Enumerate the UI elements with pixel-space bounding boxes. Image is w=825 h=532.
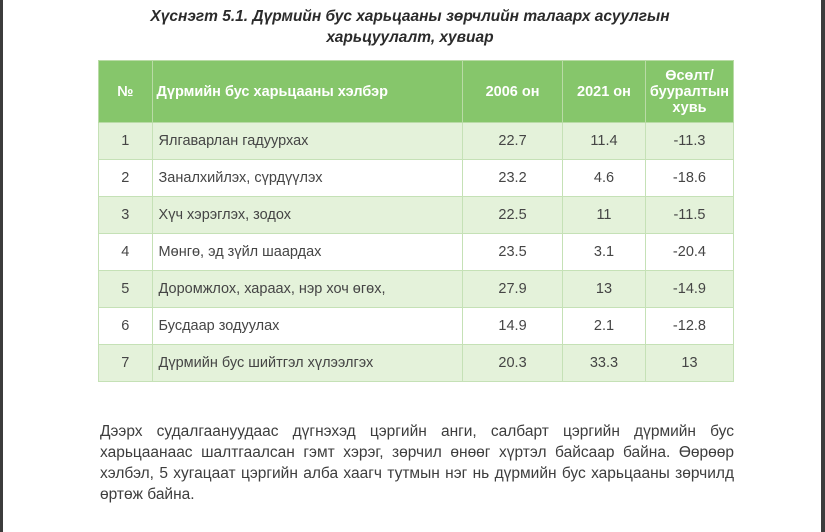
row-change: -12.8: [645, 308, 733, 345]
left-frame-border: [0, 0, 3, 532]
row-change: -14.9: [645, 271, 733, 308]
header-change-line-1: Өсөлт/: [665, 67, 714, 84]
row-type: Заналхийлэх, сүрдүүлэх: [152, 160, 462, 197]
row-value-2021: 4.6: [563, 160, 646, 197]
row-type: Бусдаар зодуулах: [152, 308, 462, 345]
row-value-2006: 20.3: [463, 345, 563, 382]
table-row: [99, 197, 734, 234]
row-number: 4: [99, 234, 153, 271]
table-header-row: [99, 61, 734, 123]
row-number: 7: [99, 345, 153, 382]
caption-line-2: харьцуулалт, хувиар: [326, 29, 494, 46]
table-row: [99, 271, 734, 308]
row-value-2006: 22.5: [463, 197, 563, 234]
row-type: Доромжлох, хараах, нэр хоч өгөх,: [152, 271, 462, 308]
caption-line-1: Хүснэгт 5.1. Дүрмийн бус харьцааны зөрчлийн талаарх асуулгын: [150, 8, 670, 25]
row-change: -18.6: [645, 160, 733, 197]
row-value-2006: 23.5: [463, 234, 563, 271]
row-value-2021: 11: [563, 197, 646, 234]
header-type: Дүрмийн бус харьцааны хэлбэр: [152, 61, 462, 123]
table-row: [99, 308, 734, 345]
row-number: 3: [99, 197, 153, 234]
row-number: 1: [99, 123, 153, 160]
row-value-2006: 14.9: [463, 308, 563, 345]
row-number: 5: [99, 271, 153, 308]
comparison-table: [98, 60, 734, 382]
row-change: -11.3: [645, 123, 733, 160]
header-2021: 2021 он: [563, 61, 646, 123]
row-change: -20.4: [645, 234, 733, 271]
row-type: Мөнгө, эд зүйл шаардах: [152, 234, 462, 271]
row-number: 6: [99, 308, 153, 345]
row-value-2021: 2.1: [563, 308, 646, 345]
table-caption: [90, 6, 730, 48]
row-value-2021: 33.3: [563, 345, 646, 382]
row-type: Дүрмийн бус шийтгэл хүлээлгэх: [152, 345, 462, 382]
table-row: [99, 345, 734, 382]
header-number: №: [99, 61, 153, 123]
header-2006: 2006 он: [463, 61, 563, 123]
body-paragraph: Дээрх судалгаануудаас дүгнэхэд цэргийн анги, салбарт цэргийн дүрмийн бус харьцаанаас шалтгаалсан гэмт хэрэг, зөрчил өнөөг хүртэл байсаар байна. Өөрөөр хэлбэл, 5 хугацаат цэргийн алба хаагч тутмын нэг нь дүрмийн бус харьцааны зөрчилд өртөж байна.: [100, 422, 734, 503]
table-row: [99, 234, 734, 271]
row-type: Ялгаварлан гадуурхах: [152, 123, 462, 160]
row-value-2006: 22.7: [463, 123, 563, 160]
header-change: [645, 61, 733, 123]
header-change-line-2: бууралтын: [649, 83, 729, 100]
row-change: -11.5: [645, 197, 733, 234]
row-value-2021: 13: [563, 271, 646, 308]
row-value-2021: 11.4: [563, 123, 646, 160]
row-value-2021: 3.1: [563, 234, 646, 271]
row-value-2006: 27.9: [463, 271, 563, 308]
right-frame-border: [821, 0, 825, 532]
row-number: 2: [99, 160, 153, 197]
row-type: Хүч хэрэглэх, зодох: [152, 197, 462, 234]
row-value-2006: 23.2: [463, 160, 563, 197]
header-change-line-3: хувь: [672, 99, 707, 116]
row-change: 13: [645, 345, 733, 382]
table-row: [99, 160, 734, 197]
table-row: [99, 123, 734, 160]
